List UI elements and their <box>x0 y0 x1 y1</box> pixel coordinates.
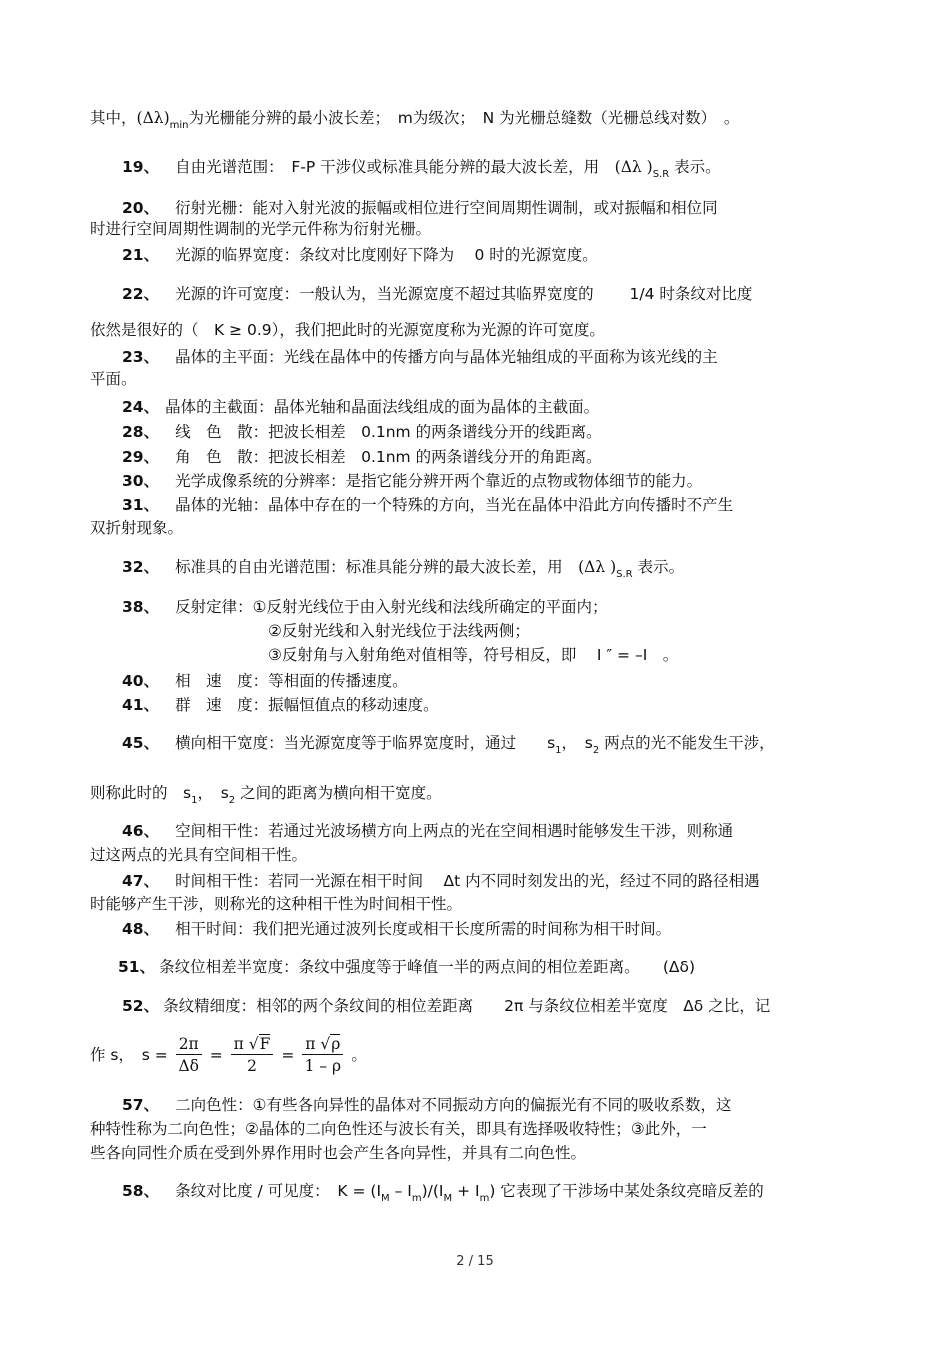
item-22: 22、 光源的许可宽度：一般认为，当光源宽度不超过其临界宽度的 1/4 时条纹对比度 <box>122 285 753 303</box>
item-58: 58、 条纹对比度 / 可见度： $K = (I_M - I_m)/(I_M + I_m)$ 它表现了干涉场中某处条纹亮暗反差的 <box>122 1182 764 1204</box>
item-22-cont: 依然是很好的（ K ≥ 0.9），我们把此时的光源宽度称为光源的许可宽度。 <box>90 321 605 339</box>
fraction-pi-sqrtF-over-2: $\frac{\pi √F}{2}$ <box>231 1034 274 1077</box>
item-30: 30、 光学成像系统的分辨率：是指它能分辨开两个靠近的点物或物体细节的能力。 <box>122 472 703 490</box>
item-45: 45、 横向相干宽度：当光源宽度等于临界宽度时，通过 $s_1$， $s_2$ 两点的光不能发生干涉， <box>122 734 775 756</box>
item-52: 52、 条纹精细度：相邻的两个条纹间的相位差距离 2π 与条纹位相差半宽度 Δδ 之比，记 <box>122 997 771 1015</box>
item-38-rule2: ②反射光线和入射光线位于法线两侧； <box>268 622 530 640</box>
item-24: 24、 晶体的主截面：晶体光轴和晶面法线组成的面为晶体的主截面。 <box>122 398 600 416</box>
item-31: 31、 晶体的光轴：晶体中存在的一个特殊的方向，当光在晶体中沿此方向传播时不产生 <box>122 496 734 514</box>
item-47: 47、 时间相干性：若同一光源在相干时间 Δt 内不同时刻发出的光，经过不同的路径相遇 <box>122 872 760 890</box>
fraction-pi-sqrtrho-over-1-rho: $\frac{\pi √\rho}{1 - \rho}$ <box>302 1034 343 1077</box>
item-57-cont1: 种特性称为二向色性；②晶体的二向色性还与波长有关，即具有选择吸收特性；③此外，一 <box>90 1120 707 1138</box>
item-38-rule3: ③反射角与入射角绝对值相等，符号相反，即 I ″ = –I 。 <box>268 646 679 664</box>
item-48: 48、 相干时间：我们把光通过波列长度或相干长度所需的时间称为相干时间。 <box>122 920 672 938</box>
item-31-cont: 双折射现象。 <box>90 519 184 537</box>
item-23: 23、 晶体的主平面：光线在晶体中的传播方向与晶体光轴组成的平面称为该光线的主 <box>122 348 718 366</box>
item-20: 20、 衍射光栅：能对入射光波的振幅或相位进行空间周期性调制，或对振幅和相位同 <box>122 199 718 217</box>
item-46: 46、 空间相干性：若通过光波场横方向上两点的光在空间相遇时能够发生干涉，则称通 <box>122 822 734 840</box>
item-38: 38、 反射定律：①反射光线位于由入射光线和法线所确定的平面内； <box>122 598 608 616</box>
item-45-cont: 则称此时的 $s_1$， $s_2$ 之间的距离为横向相干宽度。 <box>90 784 442 806</box>
item-57: 57、 二向色性：①有些各向异性的晶体对不同振动方向的偏振光有不同的吸收系数，这 <box>122 1096 732 1114</box>
item-19: 19、 自由光谱范围： F-P 干涉仪或标准具能分辨的最大波长差，用 (Δλ )$_{S.R}$ 表示。 <box>122 158 721 180</box>
item-41: 41、 群 速 度：振幅恒值点的移动速度。 <box>122 696 439 714</box>
item-46-cont: 过这两点的光具有空间相干性。 <box>90 846 308 864</box>
item-23-cont: 平面。 <box>90 370 137 388</box>
item-28: 28、 线 色 散：把波长相差 0.1nm 的两条谱线分开的线距离。 <box>122 423 602 441</box>
fraction-2pi-over-delta: $\frac{2\pi}{\Delta\delta}$ <box>176 1034 202 1077</box>
item-32: 32、 标准具的自由光谱范围：标准具能分辨的最大波长差，用 (Δλ )$_{S.R}$ 表示。 <box>122 558 685 580</box>
item-21: 21、 光源的临界宽度：条纹对比度刚好下降为 0 时的光源宽度。 <box>122 246 598 264</box>
item-52-formula: 作 s， s = $\frac{2\pi}{\Delta\delta}$ = $\frac{\pi √F}{2}$ = $\frac{\pi √\rho}{1 - \rho}$ 。 <box>90 1035 367 1075</box>
page-number: 2 / 15 <box>456 1254 494 1269</box>
item-40: 40、 相 速 度：等相面的传播速度。 <box>122 672 408 690</box>
para-resolution-note: 其中，$(\Delta\lambda)_{min}$为光栅能分辨的最小波长差； m为级次； N 为光栅总缝数（光栅总线对数） 。 <box>90 109 740 131</box>
item-29: 29、 角 色 散：把波长相差 0.1nm 的两条谱线分开的角距离。 <box>122 448 602 466</box>
item-51: 51、 条纹位相差半宽度：条纹中强度等于峰值一半的两点间的相位差距离。 (Δδ) <box>118 958 696 976</box>
item-47-cont: 时能够产生干涉，则称光的这种相干性为时间相干性。 <box>90 895 463 913</box>
item-20-cont: 时进行空间周期性调制的光学元件称为衍射光栅。 <box>90 220 432 238</box>
item-57-cont2: 些各向同性介质在受到外界作用时也会产生各向异性，并具有二向色性。 <box>90 1144 587 1162</box>
